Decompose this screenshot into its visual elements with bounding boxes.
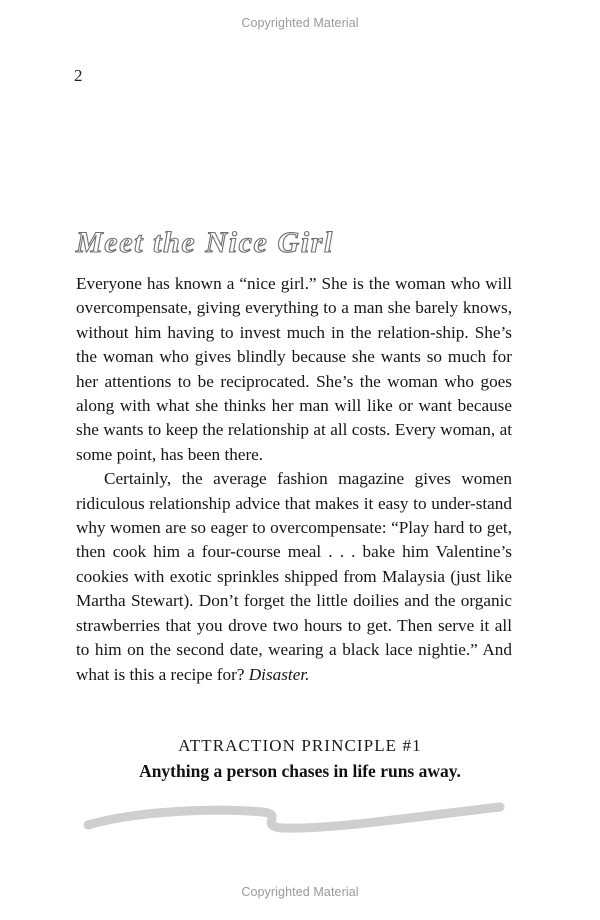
paragraph-2	[76, 467, 512, 687]
decorative-swoosh	[0, 790, 600, 840]
section-heading: Meet the Nice Girl	[76, 226, 334, 259]
body-text	[76, 272, 512, 687]
copyright-watermark-top: Copyrighted Material	[241, 16, 359, 30]
paragraph-2-emphasis: Disaster.	[248, 664, 310, 684]
principle-text: Anything a person chases in life runs away.	[139, 761, 461, 781]
copyright-watermark-bottom: Copyrighted Material	[241, 885, 359, 899]
principle-title: ATTRACTION PRINCIPLE #1	[178, 736, 422, 755]
paragraph-1: Everyone has known a “nice girl.” She is the woman who will overcompensate, giving everything to a man she barely knows, without him having to invest much in the relation-ship. She’s the woman who gives blindly because she wants so much for her attentions to be reciprocated. She’s the woman who goes along with what she thinks her man will like or want because she wants to keep the relationship at all costs. Every woman, at some point, has been there.	[76, 274, 512, 464]
page-number: 2	[74, 66, 83, 85]
swoosh-stroke	[88, 807, 500, 828]
paragraph-2-text: Certainly, the average fashion magazine gives women ridiculous relationship advice that makes it easy to under-stand why women are so eager to overcompensate: “Play hard to get, then cook him a four-course meal . . . bake him Valentine’s cookies with exotic sprinkles shipped from Malaysia (just like Martha Stewart). Don’t forget the little doilies and the organic strawberries that you drove two hours to get. Then serve it all to him on the second date, wearing a black lace nightie.” And what is this a recipe for?	[76, 469, 512, 684]
